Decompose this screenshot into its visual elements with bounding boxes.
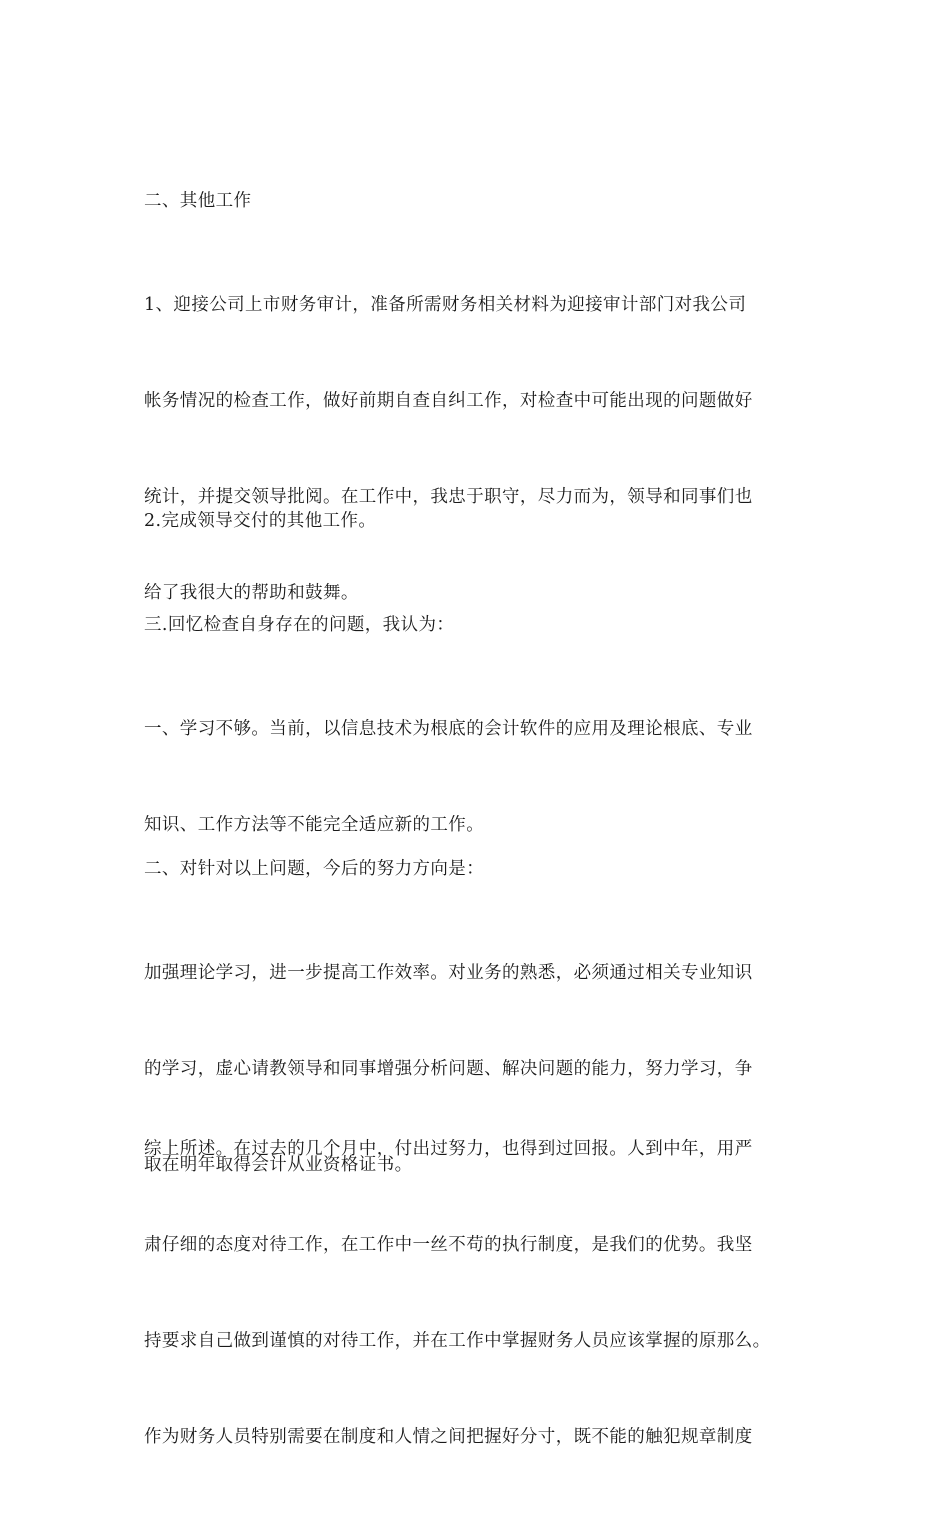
text-line: 1、迎接公司上市财务审计，准备所需财务相关材料为迎接审计部门对我公司 (144, 295, 747, 315)
text-line: 加强理论学习，进一步提高工作效率。对业务的熟悉，必须通过相关专业知识 (144, 963, 753, 983)
paragraph-summary (144, 1069, 814, 1517)
text-line: 取在明年取得会计从业资格证书。 (144, 1155, 413, 1175)
text-line: 作为财务人员特别需要在制度和人情之间把握好分寸，既不能的触犯规章制度 (144, 1427, 753, 1447)
text-line: 2.完成领导交付的其他工作。 (144, 511, 377, 531)
text-line: 肃仔细的态度对待工作，在工作中一丝不苟的执行制度，是我们的优势。我坚 (144, 1235, 753, 1255)
text-line: 二、其他工作 (144, 191, 252, 211)
text-line: 的学习，虚心请教领导和同事增强分析问题、解决问题的能力，努力学习，争 (144, 1059, 753, 1079)
text-line: 二、对针对以上问题，今后的努力方向是： (144, 859, 485, 879)
text-line: 三.回忆检查自身存在的问题，我认为： (144, 615, 455, 635)
text-line: 统计，并提交领导批阅。在工作中，我忠于职守，尽力而为，领导和同事们也 (144, 487, 753, 507)
text-line: 给了我很大的帮助和鼓舞。 (144, 583, 359, 603)
text-line: 持要求自己做到谨慎的对待工作，并在工作中掌握财务人员应该掌握的原那么。 (144, 1331, 771, 1351)
text-line: 一、学习不够。当前，以信息技术为根底的会计软件的应用及理论根底、专业 (144, 719, 753, 739)
text-line: 知识、工作方法等不能完全适应新的工作。 (144, 815, 485, 835)
text-line: 帐务情况的检查工作，做好前期自查自纠工作，对检查中可能出现的问题做好 (144, 391, 753, 411)
text-line: 综上所述。在过去的几个月中，付出过努力，也得到过回报。人到中年，用严 (144, 1139, 753, 1159)
